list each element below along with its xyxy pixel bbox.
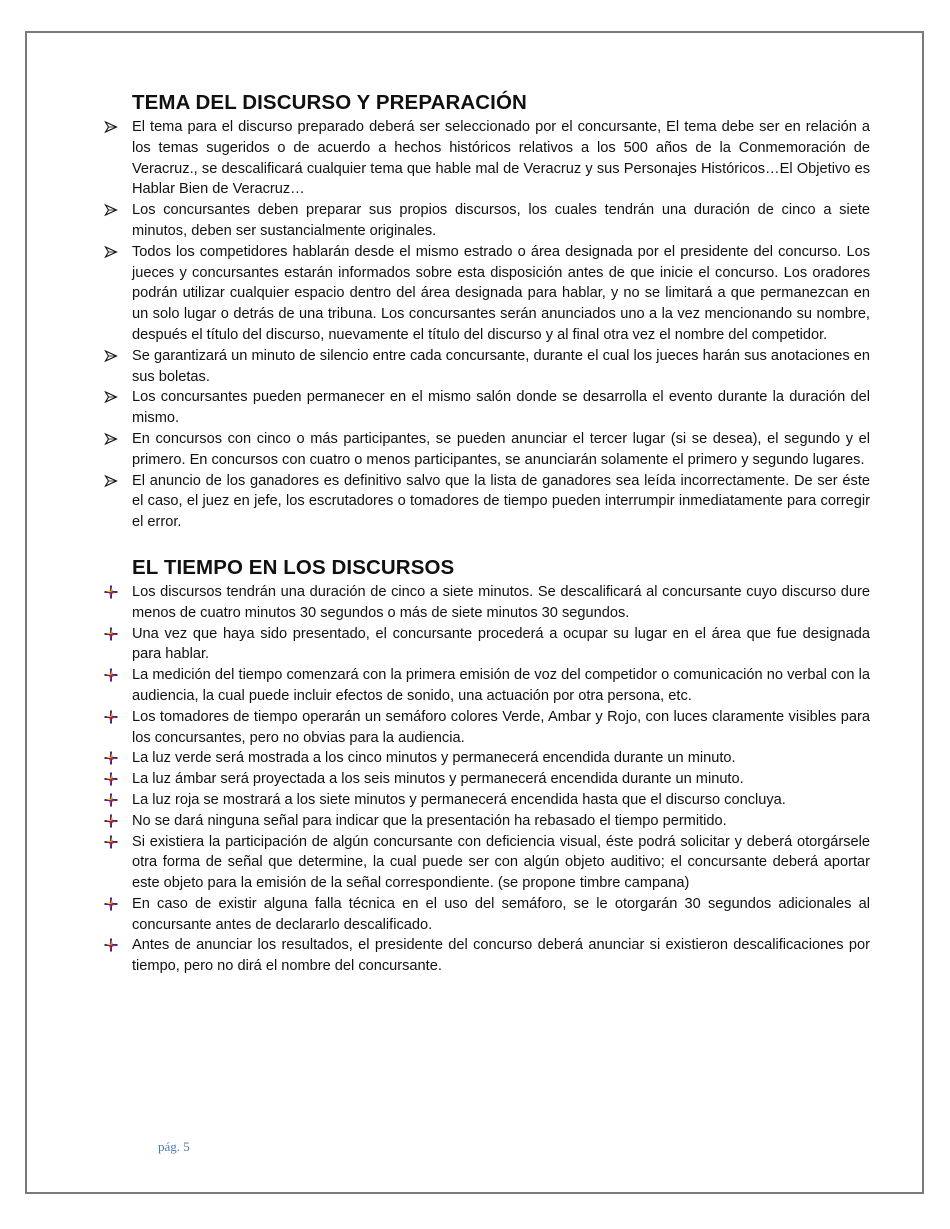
arrow-bullet-icon — [104, 349, 118, 363]
list-item-text: En concursos con cinco o más participantes, se pueden anunciar el tercer lugar (si se desea), el segundo y el primero. En concursos con cuatro o menos participantes, se anunciarán solamente el primero y segundo lugares. — [132, 430, 870, 468]
list-item-text: La luz verde será mostrada a los cinco minutos y permanecerá encendida durante un minuto. — [132, 750, 736, 767]
list-item-text: No se dará ninguna señal para indicar que la presentación ha rebasado el tiempo permitido. — [132, 812, 727, 829]
list-item — [104, 346, 870, 388]
arrow-bullet-icon — [104, 203, 118, 217]
colored-star-bullet-icon — [104, 814, 118, 828]
list-item — [104, 832, 870, 894]
list-item — [104, 707, 870, 749]
list-item-text: La luz roja se mostrará a los siete minutos y permanecerá encendida hasta que el discurso concluya. — [132, 791, 786, 808]
list-item — [104, 582, 870, 624]
list-item — [104, 242, 870, 346]
colored-star-bullet-icon — [104, 585, 118, 599]
list-item — [104, 624, 870, 666]
list-item — [104, 665, 870, 707]
list-item — [104, 769, 870, 790]
list-item — [104, 935, 870, 977]
list-item — [104, 748, 870, 769]
list-item-text: Los concursantes pueden permanecer en el mismo salón donde se desarrolla el evento durante la duración del mismo. — [132, 389, 870, 427]
document-body — [104, 90, 870, 977]
colored-star-bullet-icon — [104, 668, 118, 682]
colored-star-bullet-icon — [104, 627, 118, 641]
colored-star-bullet-icon — [104, 897, 118, 911]
list-item-text: El anuncio de los ganadores es definitivo salvo que la lista de ganadores sea leída incorrectamente. De ser éste el caso, el juez en jefe, los escrutadores o tomadores de tiempo pueden interrumpir inmediatamente para corregir el error. — [132, 472, 870, 531]
section-heading-tiempo: EL TIEMPO EN LOS DISCURSOS — [132, 555, 455, 579]
section-heading-tema: TEMA DEL DISCURSO Y PREPARACIÓN — [132, 91, 527, 114]
colored-star-bullet-icon — [104, 710, 118, 724]
list-item — [104, 429, 870, 471]
list-item — [104, 387, 870, 429]
list-item-text: Se garantizará un minuto de silencio entre cada concursante, durante el cual los jueces harán sus anotaciones en sus boletas. — [132, 347, 870, 385]
bullet-list-tema — [104, 117, 870, 533]
colored-star-bullet-icon — [104, 938, 118, 952]
list-item — [104, 811, 870, 832]
page-number: pág. 5 — [158, 1139, 190, 1154]
list-item-text: Los tomadores de tiempo operarán un semáforo colores Verde, Ambar y Rojo, con luces claramente visibles para los concursantes, pero no obvias para la audiencia. — [132, 708, 870, 746]
list-item — [104, 790, 870, 811]
colored-star-bullet-icon — [104, 793, 118, 807]
list-item-text: Todos los competidores hablarán desde el mismo estrado o área designada por el presidente del concurso. Los jueces y concursantes estarán informados sobre esta disposición antes de que inicie el concurso. Los oradores podrán utilizar cualquier espacio dentro del área designada para hablar, y no se limitará a que permanezcan en un solo lugar o detrás de una tribuna. Los concursantes serán anunciados uno a la vez mencionando su nombre, después el título del discurso, nuevamente el título del discurso y al final otra vez el nombre del competidor. — [132, 243, 870, 343]
list-item — [104, 200, 870, 242]
list-item-text: Antes de anunciar los resultados, el presidente del concurso deberá anunciar si existieron descalificaciones por tiempo, pero no dirá el nombre del concursante. — [132, 937, 870, 975]
arrow-bullet-icon — [104, 390, 118, 404]
list-item-text: Los concursantes deben preparar sus propios discursos, los cuales tendrán una duración de cinco a siete minutos, deben ser sustancialmente originales. — [132, 202, 870, 239]
bullet-list-tiempo — [104, 582, 870, 977]
colored-star-bullet-icon — [104, 772, 118, 786]
list-item — [104, 117, 870, 200]
list-item-text: La medición del tiempo comenzará con la primera emisión de voz del competidor o comunicación no verbal con la audiencia, la cual puede incluir efectos de sonido, una actuación por otra persona, etc. — [132, 667, 870, 704]
list-item — [104, 894, 870, 936]
list-item-text: Los discursos tendrán una duración de cinco a siete minutos. Se descalificará al concursante cuyo discurso dure menos de cuatro minutos 30 segundos o más de siete minutos 30 segundos. — [132, 583, 870, 621]
list-item-text: El tema para el discurso preparado deberá ser seleccionado por el concursante, El tema debe ser en relación a los temas sugeridos o de acuerdo a hechos históricos relativos a los 500 años de la Conmemoración de Veracruz., se descalificará cualquier tema que hable mal de Veracruz y sus Personajes Históricos…El Objetivo es Hablar Bien de Veracruz… — [132, 119, 870, 198]
arrow-bullet-icon — [104, 245, 118, 259]
arrow-bullet-icon — [104, 432, 118, 446]
arrow-bullet-icon — [104, 474, 118, 488]
list-item — [104, 471, 870, 533]
colored-star-bullet-icon — [104, 751, 118, 765]
arrow-bullet-icon — [104, 120, 118, 134]
colored-star-bullet-icon — [104, 835, 118, 849]
list-item-text: Si existiera la participación de algún concursante con deficiencia visual, éste podrá solicitar y deberá otorgársele otra forma de señal que determine, la cual puede ser con algún objeto auditivo; el concursante deberá aportar este objeto para la emisión de la señal correspondiente. (se propone timbre campana) — [132, 833, 870, 892]
list-item-text: Una vez que haya sido presentado, el concursante procederá a ocupar su lugar en el área que fue designada para hablar. — [132, 625, 870, 663]
list-item-text: La luz ámbar será proyectada a los seis minutos y permanecerá encendida durante un minuto. — [132, 771, 744, 788]
list-item-text: En caso de existir alguna falla técnica en el uso del semáforo, se le otorgarán 30 segundos adicionales al concursante antes de declararlo descalificado. — [132, 895, 870, 933]
